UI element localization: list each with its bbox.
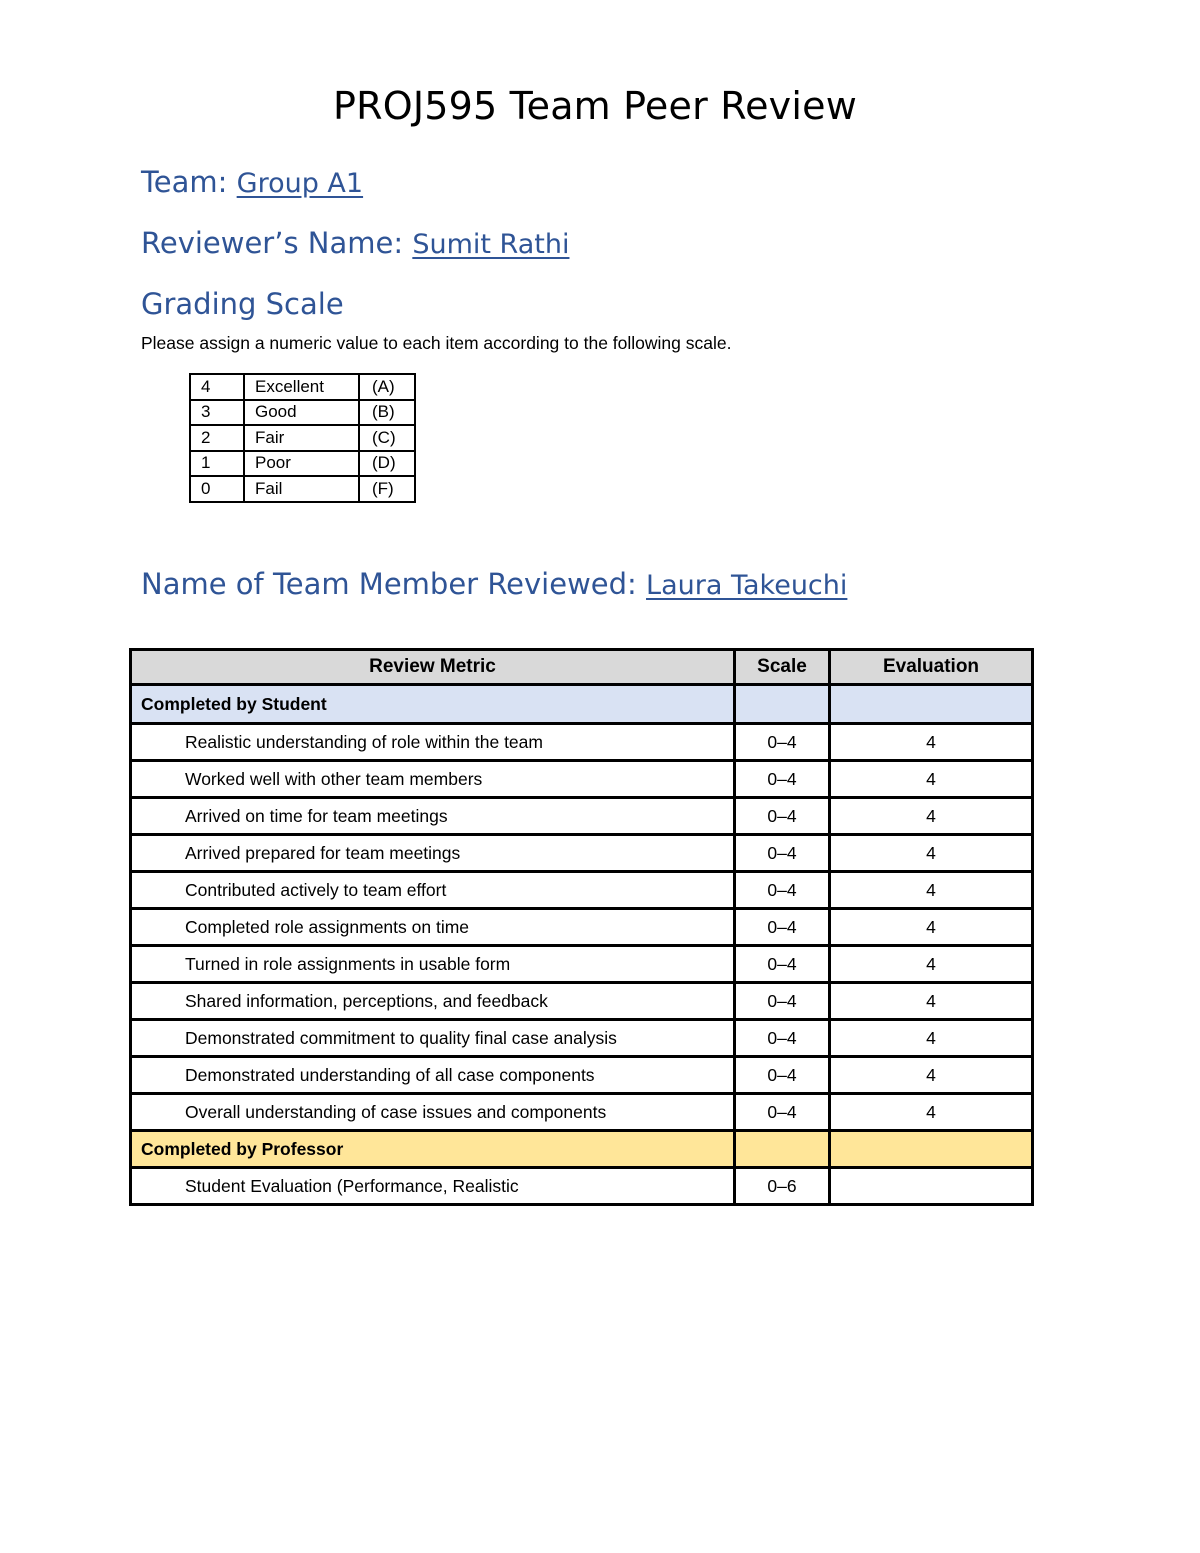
scale-description: Excellent (244, 374, 359, 400)
scale-row (190, 400, 415, 426)
page-title: PROJ595 Team Peer Review (333, 84, 857, 128)
evaluation-cell[interactable]: 4 (830, 946, 1033, 983)
evaluation-cell[interactable]: 4 (830, 1094, 1033, 1131)
scale-row (190, 476, 415, 502)
metric-cell: Realistic understanding of role within the team (131, 724, 735, 761)
metric-cell: Contributed actively to team effort (131, 872, 735, 909)
scale-row (190, 425, 415, 451)
evaluation-cell[interactable]: 4 (830, 798, 1033, 835)
header-review-metric: Review Metric (131, 650, 735, 685)
section-professor-evaluation-cell (830, 1131, 1033, 1168)
scale-grade: (B) (359, 400, 415, 426)
table-row (131, 909, 1033, 946)
review-header-row (131, 650, 1033, 685)
table-row (131, 946, 1033, 983)
section-student-row (131, 685, 1033, 724)
scale-grade: (A) (359, 374, 415, 400)
scale-value: 1 (190, 451, 244, 477)
evaluation-cell[interactable]: 4 (830, 1057, 1033, 1094)
scale-value: 2 (190, 425, 244, 451)
metric-cell: Completed role assignments on time (131, 909, 735, 946)
scale-description: Good (244, 400, 359, 426)
table-row (131, 1020, 1033, 1057)
scale-cell: 0–4 (735, 1057, 830, 1094)
table-row (131, 983, 1033, 1020)
metric-cell: Student Evaluation (Performance, Realistic (131, 1168, 735, 1205)
scale-description: Fair (244, 425, 359, 451)
scale-description: Fail (244, 476, 359, 502)
metric-cell: Worked well with other team members (131, 761, 735, 798)
scale-grade: (C) (359, 425, 415, 451)
scale-cell: 0–4 (735, 724, 830, 761)
table-row (131, 872, 1033, 909)
scale-value: 3 (190, 400, 244, 426)
reviewer-value: Sumit Rathi (412, 229, 570, 260)
member-label: Name of Team Member Reviewed: (141, 567, 637, 601)
scale-grade: (F) (359, 476, 415, 502)
scale-cell: 0–4 (735, 1094, 830, 1131)
metric-cell: Turned in role assignments in usable form (131, 946, 735, 983)
table-row (131, 761, 1033, 798)
section-professor-scale-cell (735, 1131, 830, 1168)
evaluation-cell[interactable]: 4 (830, 724, 1033, 761)
scale-value: 4 (190, 374, 244, 400)
header-scale: Scale (735, 650, 830, 685)
metric-cell: Arrived on time for team meetings (131, 798, 735, 835)
scale-cell: 0–4 (735, 872, 830, 909)
scale-row (190, 451, 415, 477)
scale-cell: 0–4 (735, 798, 830, 835)
evaluation-cell[interactable]: 4 (830, 761, 1033, 798)
scale-cell: 0–4 (735, 835, 830, 872)
evaluation-cell[interactable]: 4 (830, 1020, 1033, 1057)
table-row (131, 1057, 1033, 1094)
table-row (131, 835, 1033, 872)
evaluation-cell[interactable]: 4 (830, 983, 1033, 1020)
section-professor-row (131, 1131, 1033, 1168)
scale-cell: 0–4 (735, 761, 830, 798)
scale-cell: 0–4 (735, 1020, 830, 1057)
scale-cell: 0–6 (735, 1168, 830, 1205)
review-table (129, 648, 1034, 1206)
metric-cell: Overall understanding of case issues and components (131, 1094, 735, 1131)
team-heading (141, 165, 363, 199)
section-student-evaluation-cell (830, 685, 1033, 724)
section-student-scale-cell (735, 685, 830, 724)
metric-cell: Demonstrated commitment to quality final case analysis (131, 1020, 735, 1057)
metric-cell: Demonstrated understanding of all case components (131, 1057, 735, 1094)
grading-scale-heading: Grading Scale (141, 287, 344, 321)
table-row (131, 724, 1033, 761)
evaluation-cell[interactable]: 4 (830, 835, 1033, 872)
metric-cell: Arrived prepared for team meetings (131, 835, 735, 872)
reviewer-heading (141, 226, 569, 260)
grading-instructions: Please assign a numeric value to each item according to the following scale. (141, 333, 732, 353)
header-evaluation: Evaluation (830, 650, 1033, 685)
reviewer-label: Reviewer’s Name: (141, 226, 404, 260)
scale-cell: 0–4 (735, 909, 830, 946)
member-heading (141, 567, 847, 601)
table-row (131, 1168, 1033, 1205)
table-row (131, 1094, 1033, 1131)
team-value: Group A1 (236, 168, 364, 199)
scale-row (190, 374, 415, 400)
scale-value: 0 (190, 476, 244, 502)
table-row (131, 798, 1033, 835)
scale-cell: 0–4 (735, 946, 830, 983)
scale-grade: (D) (359, 451, 415, 477)
evaluation-cell[interactable]: 4 (830, 909, 1033, 946)
evaluation-cell[interactable] (830, 1168, 1033, 1205)
section-professor-label: Completed by Professor (131, 1131, 735, 1168)
evaluation-cell[interactable]: 4 (830, 872, 1033, 909)
scale-cell: 0–4 (735, 983, 830, 1020)
grading-scale-table (189, 373, 416, 503)
section-student-label: Completed by Student (131, 685, 735, 724)
metric-cell: Shared information, perceptions, and feedback (131, 983, 735, 1020)
member-value: Laura Takeuchi (646, 570, 848, 601)
scale-description: Poor (244, 451, 359, 477)
team-label: Team: (141, 165, 228, 199)
